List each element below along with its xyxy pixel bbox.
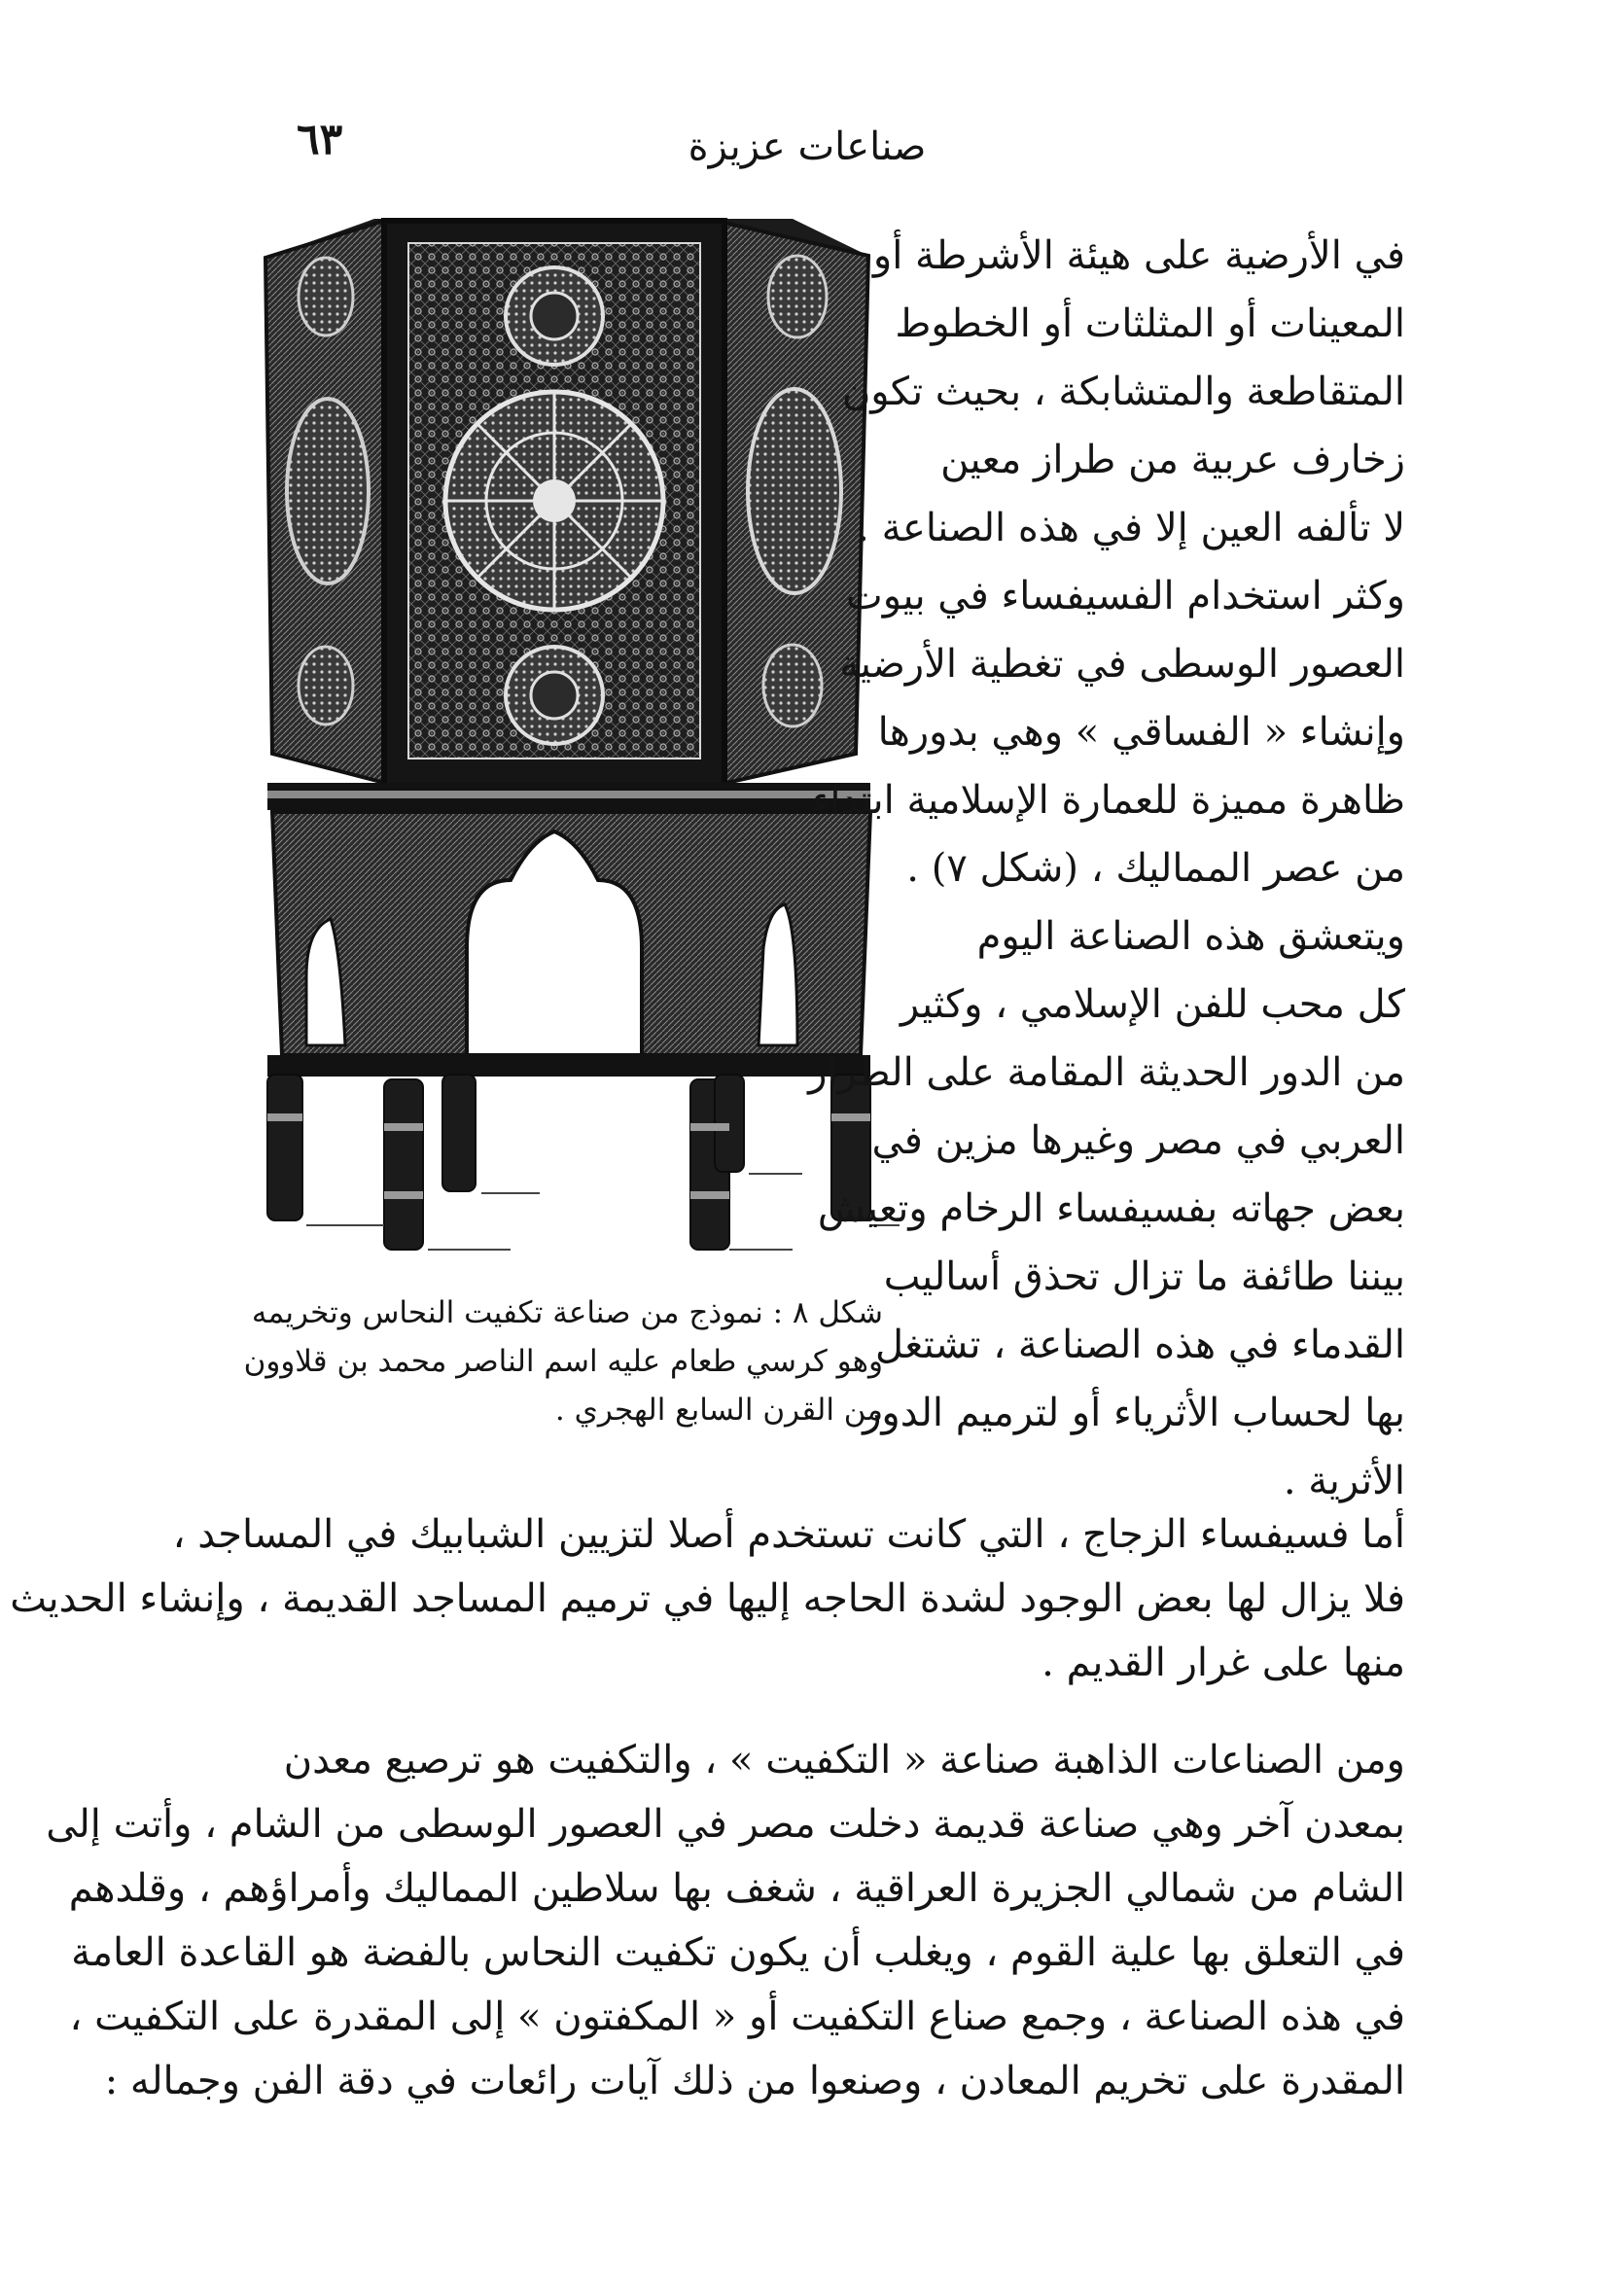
caption-line: وهو كرسي طعام عليه اسم الناصر محمد بن قلاوون xyxy=(243,1344,883,1379)
text-line: أما فسيفساء الزجاج ، التي كانت تستخدم أصلا لتزيين الشبابيك في المساجد ، xyxy=(172,1512,1405,1557)
text-line: وكثر استخدام الفسيفساء في بيوت xyxy=(846,574,1405,618)
text-line: المعينات أو المثلثات أو الخطوط xyxy=(895,301,1405,346)
text-line: بيننا طائفة ما تزال تحذق أساليب xyxy=(883,1254,1405,1299)
paragraph-gap xyxy=(248,1695,1405,1728)
text-line: القدماء في هذه الصناعة ، تشتغل xyxy=(875,1323,1405,1367)
running-head: صناعات عزيزة xyxy=(688,124,927,169)
caption-line: من القرن السابع الهجري . xyxy=(554,1393,883,1428)
text-line: الأثرية . xyxy=(1283,1459,1405,1503)
text-line: لا تألفه العين إلا في هذه الصناعة . xyxy=(857,506,1405,550)
text-line: كل محب للفن الإسلامي ، وكثير xyxy=(900,982,1405,1027)
text-line: بها لحساب الأثرياء أو لترميم الدور xyxy=(863,1391,1405,1435)
text-line: ويتعشق هذه الصناعة اليوم xyxy=(976,914,1405,959)
text-line: الشام من شمالي الجزيرة العراقية ، شغف بها سلاطين المماليك وأمراؤهم ، وقلدهم xyxy=(68,1866,1405,1911)
text-line: من الدور الحديثة المقامة على الطراز xyxy=(808,1050,1405,1095)
text-line: في التعلق بها علية القوم ، ويغلب أن يكون تكفيت النحاس بالفضة هو القاعدة العامة xyxy=(71,1930,1405,1975)
text-line: فلا يزال لها بعض الوجود لشدة الحاجه إليها في ترميم المساجد القديمة ، وإنشاء الحديث xyxy=(10,1576,1405,1621)
text-line: المقدرة على تخريم المعادن ، وصنعوا من ذلك آيات رائعات في دقة الفن وجماله : xyxy=(104,2059,1405,2103)
text-line: زخارف عربية من طراز معين xyxy=(940,438,1405,482)
text-line: العصور الوسطى في تغطية الأرضية xyxy=(839,642,1405,687)
text-line: ظاهرة مميزة للعمارة الإسلامية ابتداء xyxy=(811,778,1405,823)
body-text xyxy=(10,1502,1405,2113)
text-line: وإنشاء « الفساقي » وهي بدورها xyxy=(877,710,1405,755)
text-line: بعض جهاته بفسيفساء الرخام وتعيش xyxy=(817,1186,1405,1231)
caption-line: شكل ٨ : نموذج من صناعة تكفيت النحاس وتخريمه xyxy=(251,1295,883,1330)
text-line: العربي في مصر وغيرها مزين في xyxy=(871,1118,1405,1163)
text-line: بمعدن آخر وهي صناعة قديمة دخلت مصر في العصور الوسطى من الشام ، وأتت إلى xyxy=(46,1802,1405,1847)
figure-caption xyxy=(243,1289,883,1434)
text-line: ومن الصناعات الذاهبة صناعة « التكفيت » ، والتكفيت هو ترصيع معدن xyxy=(283,1738,1405,1783)
text-line: في الأرضية على هيئة الأشرطة أو xyxy=(872,233,1405,278)
text-line: من عصر المماليك ، (شكل ٧) . xyxy=(906,846,1405,891)
text-line: المتقاطعة والمتشابكة ، بحيث تكون xyxy=(841,370,1405,414)
page-number: ٦٣ xyxy=(297,115,343,164)
right-text-column xyxy=(808,222,1405,1515)
text-line: منها على غرار القديم . xyxy=(1041,1641,1405,1685)
text-line: في هذه الصناعة ، وجمع صناع التكفيت أو « المكفتون » إلى المقدرة على التكفيت ، xyxy=(69,1995,1405,2039)
